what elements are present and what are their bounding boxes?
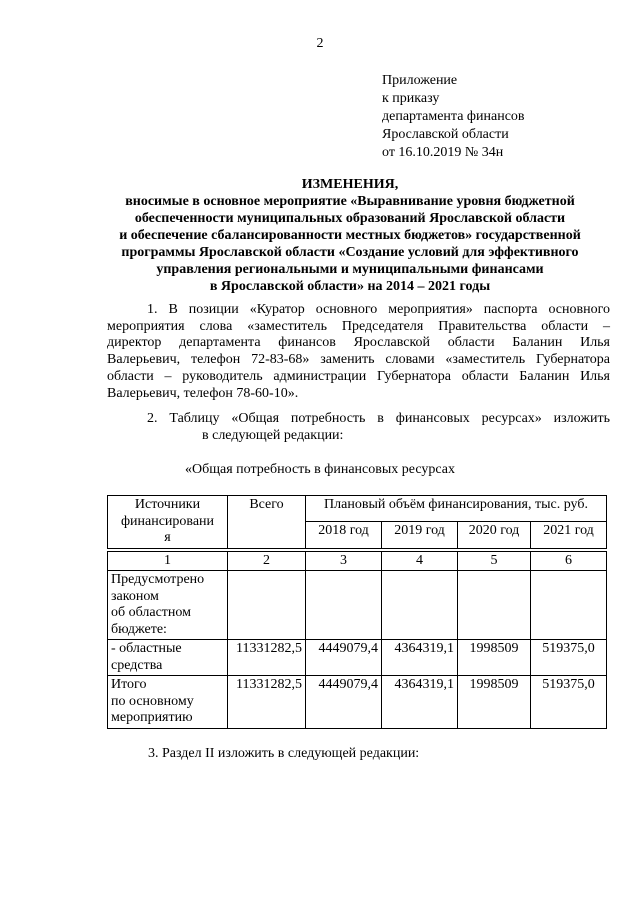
paragraph-2 (107, 411, 610, 444)
paragraph-line: директор департамента финансов Ярославской области Баланин Илья (107, 335, 610, 351)
table-cell: 519375,0 (531, 676, 607, 729)
table-row (108, 676, 607, 729)
appendix-line: департамента финансов (382, 109, 525, 124)
paragraph-line: в следующей редакции: (202, 427, 344, 443)
table-row (108, 571, 607, 640)
table-header-row (108, 496, 607, 522)
paragraph-line: Валерьевич, телефон 78-60-10». (107, 385, 299, 401)
header-total: Всего (228, 496, 306, 549)
appendix-line: Ярославской области (382, 127, 509, 142)
table-caption: «Общая потребность в финансовых ресурсах (185, 462, 455, 477)
title-line: программы Ярославской области «Создание условий для эффективного (121, 245, 579, 260)
title-line: управления региональными и муниципальными финансами (156, 262, 544, 277)
document-title (100, 176, 600, 295)
table-cell: 519375,0 (531, 640, 607, 676)
header-year: 2020 год (458, 522, 531, 548)
appendix-line: Приложение (382, 73, 458, 88)
paragraph-line: Валерьевич, телефон 72-83-68» заменить словами «заместитель Губернатора (107, 352, 610, 368)
header-year: 2019 год (382, 522, 458, 548)
column-number: 6 (531, 551, 607, 571)
page-number: 2 (316, 36, 324, 51)
header-year: 2021 год (531, 522, 607, 548)
row-label: Предусмотрено законом об областном бюджете: (108, 571, 228, 640)
title-line: обеспеченности муниципальных образований Ярославской области (134, 211, 566, 226)
table-row-numbers (108, 551, 607, 571)
table-cell: 11331282,5 (228, 640, 306, 676)
title-heading: ИЗМЕНЕНИЯ, (301, 177, 399, 192)
paragraph-1 (107, 302, 610, 402)
column-number: 1 (108, 551, 228, 571)
table-cell: 4449079,4 (306, 676, 382, 729)
table-cell: 11331282,5 (228, 676, 306, 729)
paragraph-line: мероприятия слова «заместитель Председателя Правительства области – (107, 318, 610, 334)
financing-table (107, 495, 607, 729)
column-number: 2 (228, 551, 306, 571)
column-number: 3 (306, 551, 382, 571)
column-number: 4 (382, 551, 458, 571)
title-line: и обеспечение сбалансированности местных бюджетов» государственной (119, 228, 581, 243)
header-planned: Плановый объём финансирования, тыс. руб. (306, 496, 607, 522)
table-cell: 1998509 (458, 676, 531, 729)
paragraph-line: 2. Таблицу «Общая потребность в финансовых ресурсах» изложить (147, 411, 610, 426)
table-cell: 4449079,4 (306, 640, 382, 676)
header-year: 2018 год (306, 522, 382, 548)
table-row (108, 640, 607, 676)
paragraph-line: области – руководитель администрации Губернатора области Баланин Илья (107, 368, 610, 384)
title-line: в Ярославской области» на 2014 – 2021 годы (209, 279, 491, 294)
table-cell: 4364319,1 (382, 640, 458, 676)
paragraph-line: 1. В позиции «Куратор основного мероприятия» паспорта основного (147, 302, 610, 317)
row-label: Итого по основному мероприятию (108, 676, 228, 729)
table-cell: 4364319,1 (382, 676, 458, 729)
appendix-line: к приказу (382, 91, 440, 106)
header-source: Источники финансировани я (108, 496, 228, 549)
paragraph-3: 3. Раздел II изложить в следующей редакции: (148, 746, 420, 761)
row-label: - областные средства (108, 640, 228, 676)
appendix-line: от 16.10.2019 № 34н (382, 145, 504, 160)
table-cell: 1998509 (458, 640, 531, 676)
column-number: 5 (458, 551, 531, 571)
appendix-block (382, 72, 525, 162)
title-line: вносимые в основное мероприятие «Выравнивание уровня бюджетной (125, 194, 575, 209)
